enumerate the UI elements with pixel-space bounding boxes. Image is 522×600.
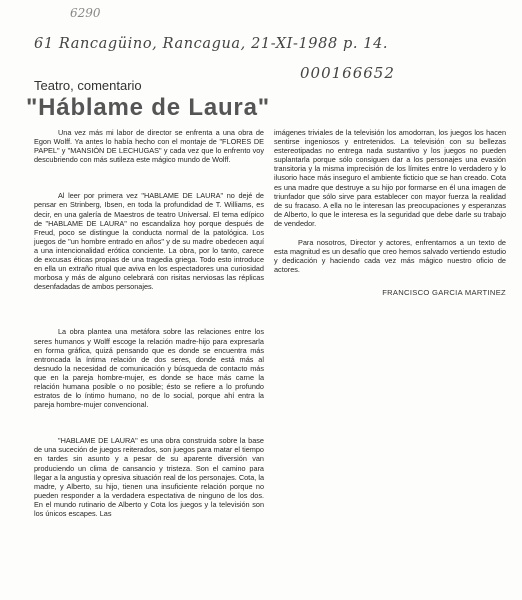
article-headline: "Háblame de Laura": [26, 94, 270, 121]
article-byline: FRANCISCO GARCIA MARTINEZ: [382, 288, 506, 298]
article-paragraph: Para nosotros, Director y actores, enfrentarnos a un texto de esta magnitud es un desafío que creo hemos salvado vertiendo estudio y dedicación y haciendo cada vez más mágico nuestro oficio de actores.: [274, 238, 506, 275]
article-column-left: [34, 128, 264, 588]
pencil-number: 6290: [70, 6, 101, 20]
article-column-right: [274, 128, 506, 428]
article-paragraph: Al leer por primera vez "HABLAME DE LAURA" no dejé de pensar en Strinberg, Ibsen, en toda la profundidad de T. Williams, es decir, en una galería de Maestros de teatro Universal. El tema edípico de "HABLAME DE LAURA" no escandaliza hoy porque después de Freud, poco se distingue la conducta normal de la patológica. Los juegos de "un hombre entrado en años" y de su madre obedecen aquí a una intencionalidad erótica conciente. La obra, por lo tanto, carece de excusas éticas propias de una tragedia griega. Todo esto introduce en ella un extraño ritual que aviva en los espectadores una curiosidad morbosa y más de alguno celebrará con risitas nerviosas las réplicas desenfadadas de ambos personajes.: [34, 191, 264, 292]
article-paragraph: "HABLAME DE LAURA" es una obra construida sobre la base de una suceción de juegos reiterados, son juegos para matar el tiempo en tardes sin asunto y a pesar de su aparente diversión van produciendo un clima de cansancio y tristeza. Son el camino para llegar a la angustia y opresiva situación real de los personajes. Cota, la madre, y Alberto, su hijo, tienen una insuficiente relación porque no pueden responder a la verdadera espectativa de ninguno de los dos. En el mundo rutinario de Alberto y Cota los juegos y la televisión son los únicos escapes. Las: [34, 436, 264, 518]
article-paragraph: Una vez más mi labor de director se enfrenta a una obra de Egon Wolff. Ya antes lo había hecho con el montaje de "FLORES DE PAPEL" y "MANSIÓN DE LECHUGAS" y cada vez que lo enfrento voy descubriendo con más sutileza este mágico mundo de Wolff.: [34, 128, 264, 165]
article-paragraph: imágenes triviales de la televisión los amodorran, los juegos los hacen sentirse ingeniosos y entretenidos. La televisión con su bellezas estereotipadas no entrega nada sustantivo y los juegos no pueden suplantarla porque sólo consiguen dar a los personajes una evasión transitoria y la misma imprecisión de los límites entre lo verdadero y lo ilusorio hace más inseguro el ambiente ficticio que se han creado. Cota es una madre que destruye a su hijo por formarse en él una imagen de triunfador que sólo sirve para establecer con mayor fuerza la realidad de su fracaso. A ella no le interesan las preocupaciones y esperanzas de Alberto, lo que le interesa es la seguridad que debe darle su trabajo de vendedor.: [274, 128, 506, 228]
section-label: Teatro, comentario: [34, 78, 142, 93]
handwritten-source-note: 61 Rancagüino, Rancagua, 21-XI-1988 p. 14.: [34, 36, 389, 52]
archive-code: 000166652: [300, 64, 395, 82]
article-paragraph: La obra plantea una metáfora sobre las relaciones entre los seres humanos y Wolff escoge la relación madre-hijo para expresarla en forma gráfica, quizá pensando que es donde se encuentra más entroncada la íntima relación de dos seres, donde está más al desnudo la necesidad de comunicación y búsqueda de contacto más que en la pareja hombre-mujer, es donde se hace más carne la relación humana posible o no posible; ésto se refiere a lo profundo estratos de lo íntimo humano, no de lo social, porque ahí entra la pareja hombre-mujer convencional.: [34, 327, 264, 410]
